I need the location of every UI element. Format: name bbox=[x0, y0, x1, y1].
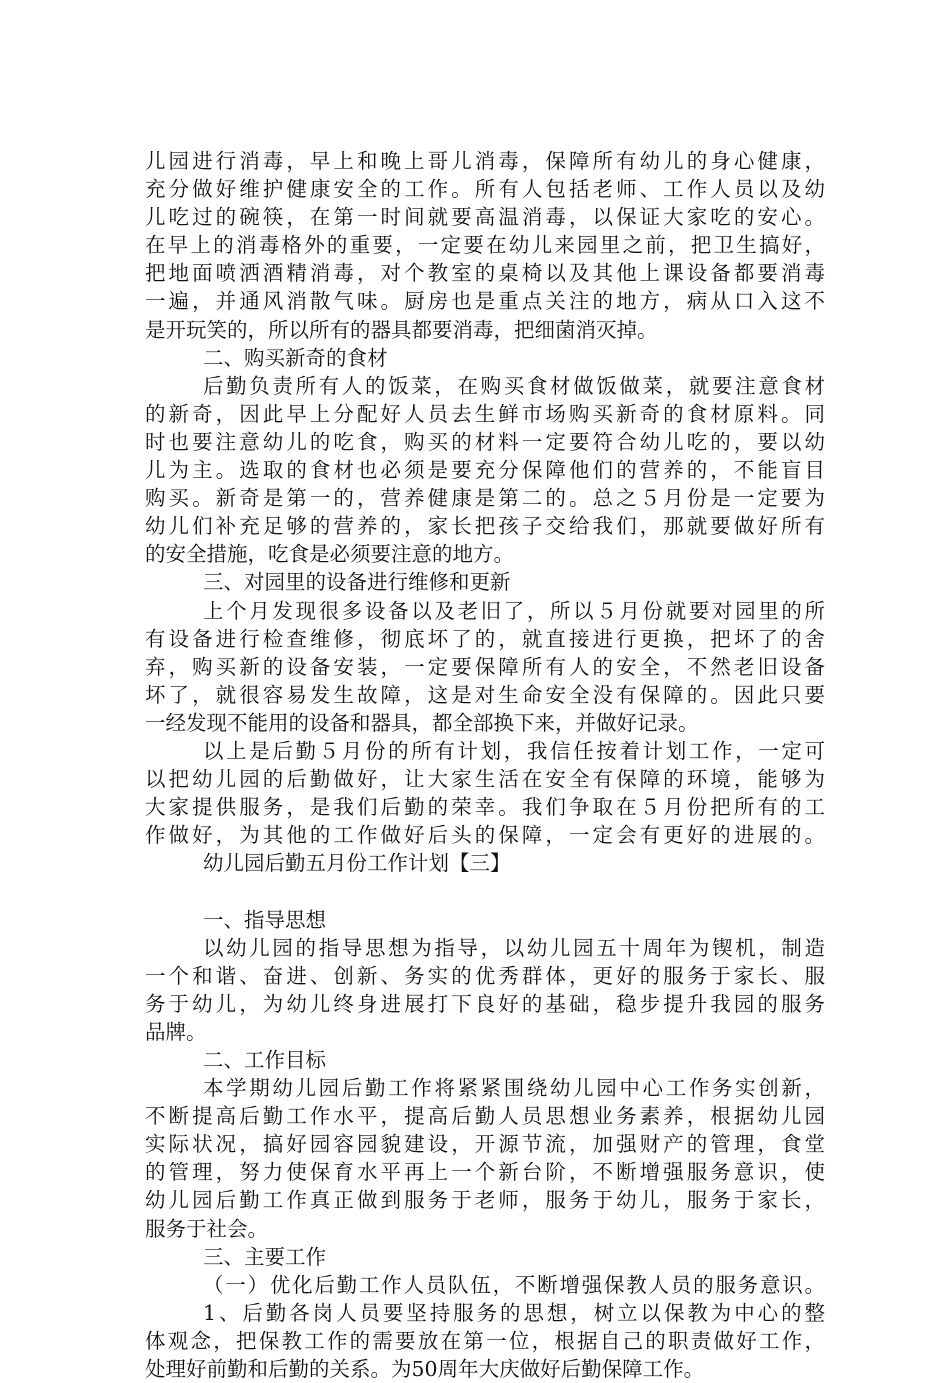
text-line: 1、后勤各岗人员要坚持服务的思想，树立以保教为中心的整 bbox=[203, 1300, 825, 1325]
text-line: 处理好前勤和后勤的关系。为50周年大庆做好后勤保障工作。 bbox=[145, 1357, 705, 1382]
text-line: 儿为主。选取的食材也必须是要充分保障他们的营养的，不能盲目 bbox=[145, 458, 825, 483]
text-line: 大家提供服务，是我们后勤的荣幸。我们争取在５月份把所有的工 bbox=[145, 795, 825, 820]
text-line: 本学期幼儿园后勤工作将紧紧围绕幼儿园中心工作务实创新， bbox=[203, 1076, 825, 1101]
text-line: 二、购买新奇的食材 bbox=[203, 345, 388, 370]
text-line: 实际状况，搞好园容园貌建设，开源节流，加强财产的管理，食堂 bbox=[145, 1132, 825, 1157]
text-line: 一、指导思想 bbox=[203, 907, 326, 932]
text-line: 三、主要工作 bbox=[203, 1244, 326, 1269]
text-line: 儿园进行消毒，早上和晚上哥儿消毒，保障所有幼儿的身心健康， bbox=[145, 149, 825, 173]
text-line: 以幼儿园的指导思想为指导，以幼儿园五十周年为锲机，制造 bbox=[203, 935, 825, 960]
text-line: 作做好，为其他的工作做好后头的保障，一定会有更好的进展的。 bbox=[145, 823, 825, 848]
text-line: 服务于社会。 bbox=[145, 1216, 268, 1241]
text-line: 务于幼儿，为幼儿终身进展打下良好的基础，稳步提升我园的服务 bbox=[145, 991, 825, 1016]
text-line: 时也要注意幼儿的吃食，购买的材料一定要符合幼儿吃的，要以幼 bbox=[145, 429, 825, 454]
text-line: 的安全措施，吃食是必须要注意的地方。 bbox=[145, 542, 514, 567]
text-line: 有设备进行检查维修，彻底坏了的，就直接进行更换，把坏了的舍 bbox=[145, 626, 825, 651]
text-line: 一经发现不能用的设备和器具，都全部换下来，并做好记录。 bbox=[145, 710, 699, 735]
text-line: 以把幼儿园的后勤做好，让大家生活在安全有保障的环境，能够为 bbox=[145, 767, 825, 792]
text-line: 坏了，就很容易发生故障，这是对生命安全没有保障的。因此只要 bbox=[145, 682, 825, 707]
text-line: 不断提高后勤工作水平，提高后勤人员思想业务素养，根据幼儿园 bbox=[145, 1104, 825, 1129]
text-line: 品牌。 bbox=[145, 1019, 207, 1044]
text-line: 幼儿园后勤工作真正做到服务于老师，服务于幼儿，服务于家长， bbox=[145, 1188, 825, 1213]
text-line: 以上是后勤５月份的所有计划，我信任按着计划工作，一定可 bbox=[203, 738, 825, 763]
text-line: 后勤负责所有人的饭菜，在购买食材做饭做菜，就要注意食材 bbox=[203, 373, 825, 398]
text-line: 上个月发现很多设备以及老旧了，所以５月份就要对园里的所 bbox=[203, 598, 825, 623]
document-body bbox=[145, 147, 825, 1383]
text-line: 的新奇，因此早上分配好人员去生鲜市场购买新奇的食材原料。同 bbox=[145, 401, 825, 426]
text-line: 购买。新奇是第一的，营养健康是第二的。总之５月份是一定要为 bbox=[145, 486, 825, 511]
text-line: 一个和谐、奋进、创新、务实的优秀群体，更好的服务于家长、服 bbox=[145, 963, 825, 988]
text-line: 充分做好维护健康安全的工作。所有人包括老师、工作人员以及幼 bbox=[145, 177, 825, 202]
text-line: 一遍，并通风消散气味。厨房也是重点关注的地方，病从口入这不 bbox=[145, 289, 825, 314]
text-line: 体观念，把保教工作的需要放在第一位，根据自己的职责做好工作， bbox=[145, 1328, 825, 1353]
text-line: 幼儿们补充足够的营养的，家长把孩子交给我们，那就要做好所有 bbox=[145, 514, 825, 539]
text-line: 的管理，努力使保育水平再上一个新台阶，不断增强服务意识，使 bbox=[145, 1160, 825, 1185]
text-line: 三、对园里的设备进行维修和更新 bbox=[203, 570, 511, 595]
text-line: 儿吃过的碗筷，在第一时间就要高温消毒，以保证大家吃的安心。 bbox=[145, 205, 825, 230]
text-line: 弃，购买新的设备安装，一定要保障所有人的安全，不然老旧设备 bbox=[145, 654, 825, 679]
blank-line bbox=[145, 877, 825, 905]
text-line: 二、工作目标 bbox=[203, 1048, 326, 1072]
text-line: 把地面喷洒酒精消毒，对个教室的桌椅以及其他上课设备都要消毒 bbox=[145, 261, 825, 286]
text-line: 是开玩笑的，所以所有的器具都要消毒，把细菌消灭掉。 bbox=[145, 317, 658, 342]
text-line: 幼儿园后勤五月份工作计划【三】 bbox=[203, 851, 511, 876]
text-line: 在早上的消毒格外的重要，一定要在幼儿来园里之前，把卫生搞好， bbox=[145, 233, 825, 258]
text-line: （一）优化后勤工作人员队伍，不断增强保教人员的服务意识。 bbox=[203, 1272, 825, 1297]
